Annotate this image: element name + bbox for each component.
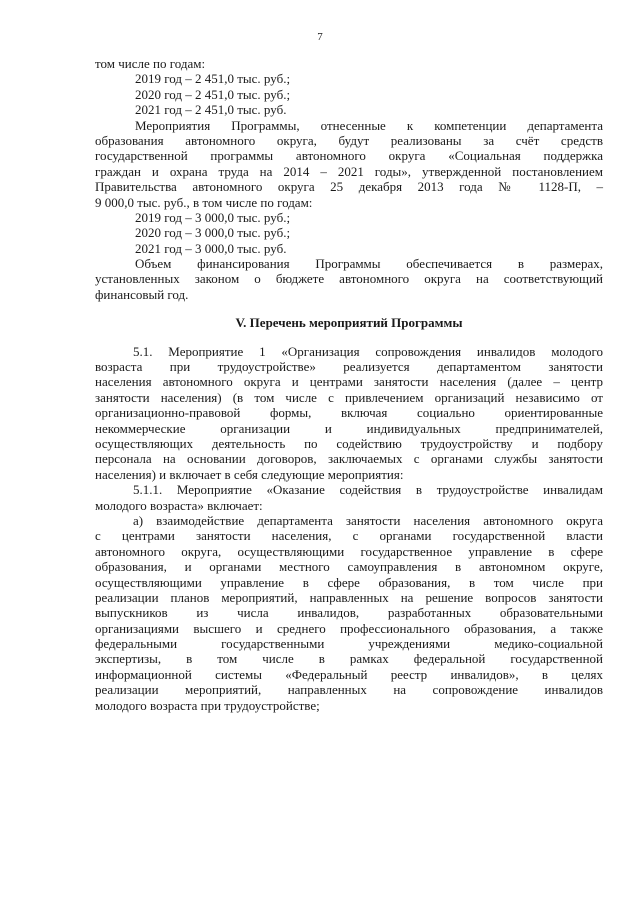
text-line: осуществляющими управление в сфере образования, в том числе при xyxy=(95,574,603,590)
text-line: федеральными государственными учреждениями медико-социальной xyxy=(95,636,603,652)
text-line: информационной системы «Федеральный реестр инвалидов», в целях xyxy=(95,666,603,682)
text-line: образования автономного округа, будут реализованы за счёт средств xyxy=(95,132,603,148)
document-body xyxy=(95,56,603,713)
measures-section xyxy=(95,344,603,713)
text-line: государственной программы автономного округа «Социальная поддержка xyxy=(95,148,603,164)
text-line: Мероприятия Программы, отнесенные к компетенции департамента xyxy=(135,117,603,133)
text-line: населения автономного округа и центрами занятости населения (далее – центр xyxy=(95,374,603,390)
text-line: осуществляющих деятельность по содействию трудоустройству и подбору xyxy=(95,436,603,451)
text-line: Объем финансирования Программы обеспечивается в размерах, xyxy=(135,256,603,272)
text-line: 2021 год – 2 451,0 тыс. руб. xyxy=(135,102,287,118)
section-heading: V. Перечень мероприятий Программы xyxy=(235,315,463,331)
text-line: возраста при трудоустройстве» реализуется департаментом занятости xyxy=(95,359,603,375)
text-line: 5.1. Мероприятие 1 «Организация сопровождения инвалидов молодого xyxy=(133,343,603,359)
text-line: граждан и охрана труда на 2014 – 2021 годы», утвержденной постановлением xyxy=(95,163,603,179)
text-line: 5.1.1. Мероприятие «Оказание содействия в трудоустройстве инвалидам xyxy=(133,482,603,498)
text-line: финансовый год. xyxy=(95,286,189,302)
text-line: молодого возраста при трудоустройстве; xyxy=(95,697,320,713)
text-line: 9 000,0 тыс. руб., в том числе по годам: xyxy=(95,194,313,210)
text-line: персонала на основании договоров, заключаемых с органами службы занятости xyxy=(95,451,603,467)
text-line: 2020 год – 2 451,0 тыс. руб.; xyxy=(135,86,291,102)
text-line: 2019 год – 3 000,0 тыс. руб.; xyxy=(135,209,291,225)
text-line: экспертизы, в том числе в рамках федеральной государственной xyxy=(95,651,603,667)
text-line: а) взаимодействие департамента занятости населения автономного округа xyxy=(133,512,603,528)
text-line: молодого возраста» включает: xyxy=(95,497,263,513)
text-line: организациями высшего и среднего профессионального образования, а также xyxy=(95,620,603,636)
text-line: 2019 год – 2 451,0 тыс. руб.; xyxy=(135,71,291,87)
text-line: установленных законом о бюджете автономного округа на соответствующий xyxy=(95,271,603,287)
text-line: населения) и включает в себя следующие мероприятия: xyxy=(95,466,404,482)
text-line: выпускников из числа инвалидов, разработанных образовательными xyxy=(95,605,603,621)
text-line: реализации планов мероприятий, направленных на решение вопросов занятости xyxy=(95,589,603,605)
text-line: Правительства автономного округа 25 декабря 2013 года № 1128-П, – xyxy=(95,179,603,195)
text-line: образования, и органами местного самоуправления в автономном округе, xyxy=(95,559,603,575)
text-line: реализации мероприятий, направленных на сопровождение инвалидов xyxy=(95,682,603,698)
text-line: некоммерческие организации и индивидуальных предпринимателей, xyxy=(95,420,603,436)
page-number: 7 xyxy=(317,31,323,43)
text-line: автономного округа, осуществляющими государственное управление в сфере xyxy=(95,543,603,559)
funding-section xyxy=(95,56,603,302)
text-line: том числе по годам: xyxy=(95,56,206,71)
text-line: организационно-правовой формы, включая социально ориентированные xyxy=(95,405,603,421)
text-line: занятости населения) (в том числе с привлечением организаций независимо от xyxy=(95,389,603,405)
text-line: 2021 год – 3 000,0 тыс. руб. xyxy=(135,240,287,256)
text-line: с центрами занятости населения, с органами государственной власти xyxy=(95,528,603,544)
text-line: 2020 год – 3 000,0 тыс. руб.; xyxy=(135,225,291,241)
